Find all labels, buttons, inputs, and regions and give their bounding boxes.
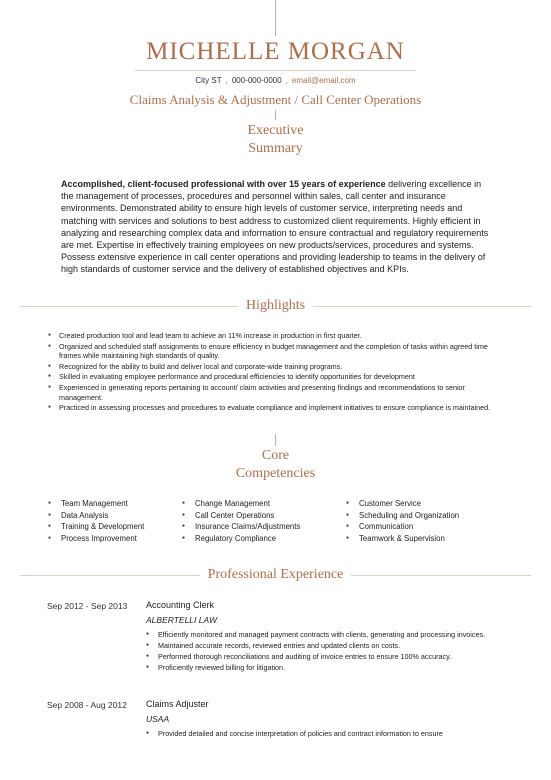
contact-city: City ST [195, 76, 222, 85]
contact-phone: 000-000-0000 [231, 76, 282, 85]
competency-item: ● Regulatory Compliance [182, 533, 300, 545]
competencies-title-line2: Competencies [235, 466, 316, 481]
divider-line-top [275, 0, 276, 36]
competency-item: ● Process Improvement [48, 533, 144, 545]
headline-subtitle: Claims Analysis & Adjustment / Call Center Operations [129, 92, 422, 107]
highlight-item: ● Created production tool and lead team to achieve an 11% increase in production in first quarter. [48, 331, 503, 341]
contact-separator: , [285, 76, 288, 85]
highlights-list [48, 331, 503, 414]
summary-paragraph [61, 178, 491, 276]
job-title: Accounting Clerk [146, 600, 215, 610]
competency-item: ● Change Management [182, 498, 300, 510]
competency-item: ● Communication [346, 521, 459, 533]
job-title: Claims Adjuster [146, 699, 209, 709]
highlight-item: ● Practiced in assessing processes and procedures to evaluate compliance and implement initiatives to ensure compliance is maintained. [48, 403, 503, 413]
competency-item: ● Call Center Operations [182, 510, 300, 522]
contact-separator: , [225, 76, 228, 85]
candidate-name: MICHELLE MORGAN [146, 38, 405, 65]
summary-title-line2: Summary [248, 141, 303, 156]
duty-item: ● Maintained accurate records, reviewed entries and updated clients on costs. [146, 641, 491, 651]
competencies-column-2 [182, 498, 300, 544]
competency-item: ● Scheduling and Organization [346, 510, 459, 522]
competency-item: ● Customer Service [346, 498, 459, 510]
highlights-section-title: Highlights [0, 297, 551, 315]
competency-item: ● Training & Development [48, 521, 144, 533]
divider-line-competencies [275, 434, 276, 446]
divider-line-summary [275, 110, 276, 120]
job-duties [146, 630, 491, 674]
job-dates: Sep 2008 - Aug 2012 [47, 700, 127, 710]
job-company: USAA [146, 714, 170, 724]
duty-item: ● Proficiently reviewed billing for litigation. [146, 663, 491, 673]
highlight-item: ● Organized and scheduled staff assignments to ensure efficiency in budget management and the completion of tasks within agreed time frames while maintaining high standards of quality. [48, 342, 503, 361]
competency-item: ● Insurance Claims/Adjustments [182, 521, 300, 533]
competency-item: ● Teamwork & Supervision [346, 533, 459, 545]
highlight-item: ● Experienced in generating reports pertaining to account/ claim activities and presenting findings and recommendations to senior management. [48, 383, 503, 402]
competencies-title-line1: Core [261, 448, 290, 463]
job-dates: Sep 2012 - Sep 2013 [47, 601, 128, 611]
highlight-item: ● Skilled in evaluating employee performance and procedural efficiencies to identify opportunities for development [48, 372, 503, 382]
duty-item: ● Provided detailed and concise interpretation of policies and contract information to ensure [146, 729, 491, 739]
summary-title-line1: Executive [247, 123, 304, 138]
competencies-section-title [0, 447, 551, 483]
contact-line [0, 76, 551, 85]
summary-section-title [0, 122, 551, 158]
summary-body: delivering excellence in the management of processes, procedures and personnel within sales, call center and insurance environments. Demonstrated ability to ensure high levels of customer service, interpreting needs and matching with services and solutions to best address to customized client requirements. Highly efficient in analyzing and researching complex data and information to ensure contractual and regulatory requirements are met. Expertise in effectively training employees on new products/services, procedures and systems. Possess extensive experience in call center operations and providing leadership to teams in the delivery of high standards of customer service and the delivery of established objectives and KPIs. [61, 179, 489, 275]
contact-email-link[interactable]: email@email.com [291, 76, 356, 85]
name-underline [135, 70, 416, 71]
job-company: ALBERTELLI LAW [146, 615, 218, 625]
experience-section-title: Professional Experience [0, 566, 551, 584]
job-duties [146, 729, 491, 740]
competencies-column-1 [48, 498, 144, 544]
highlight-item: ● Recognized for the ability to build and deliver local and corporate-wide training programs. [48, 362, 503, 372]
competency-item: ● Team Management [48, 498, 144, 510]
competencies-column-3 [346, 498, 459, 544]
duty-item: ● Performed thorough reconciliations and auditing of invoice entries to ensure 100% accuracy. [146, 652, 491, 662]
summary-lead: Accomplished, client-focused professional with over 15 years of experience [61, 179, 386, 189]
duty-item: ● Efficiently monitored and managed payment contracts with clients, generating and processing invoices. [146, 630, 491, 640]
competency-item: ● Data Analysis [48, 510, 144, 522]
